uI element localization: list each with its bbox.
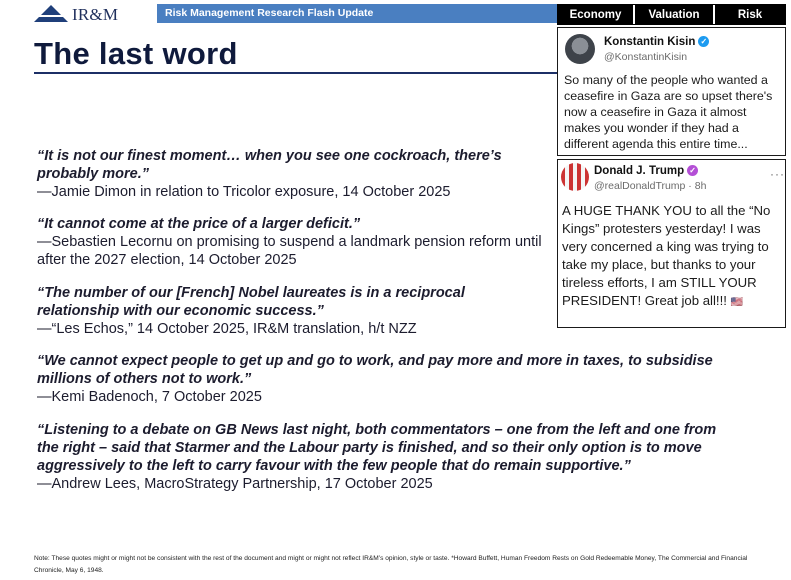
verified-badge-icon: ✓ xyxy=(687,165,698,176)
quote-text: “Listening to a debate on GB News last night, both commentators – one from the left and one from the right – said that Starmer and the Labour party is finished, and so their only option is to move aggressively to the left to carry favour with the few people that do remain supportive.” xyxy=(37,422,717,474)
quote-text: “It is not our finest moment… when you see one cockroach, there’s probably more.” xyxy=(37,148,502,182)
tweet-handle-line: @realDonaldTrump · 8h xyxy=(594,180,707,192)
logo-triangle-icon xyxy=(34,5,68,22)
avatar xyxy=(561,163,589,191)
quote-text: “The number of our [French] Nobel laureates is in a reciprocal relationship with our economic success.” xyxy=(37,285,465,319)
tweet-author xyxy=(604,36,709,48)
tweet-author-name: Donald J. Trump xyxy=(594,165,685,177)
quote-source: —Andrew Lees, MacroStrategy Partnership, 17 October 2025 xyxy=(37,476,433,492)
quote-source: —Kemi Badenoch, 7 October 2025 xyxy=(37,389,262,405)
title-divider xyxy=(34,72,558,74)
quote-block xyxy=(37,147,557,201)
quote-block xyxy=(37,352,717,406)
tab-risk[interactable]: Risk xyxy=(713,5,785,24)
tweet-card xyxy=(557,27,786,156)
tweet-author xyxy=(594,165,698,177)
quote-block xyxy=(37,284,507,338)
tweet-handle: @KonstantinKisin xyxy=(604,51,688,63)
tab-valuation[interactable]: Valuation xyxy=(633,5,713,24)
us-flag-icon: 🇺🇸 xyxy=(730,297,744,308)
tweet-handle: @realDonaldTrump xyxy=(594,180,686,192)
tweet-time: 8h xyxy=(694,180,707,192)
logo-stripe xyxy=(39,15,63,17)
tweet-body-text: A HUGE THANK YOU to all the “No Kings” protesters yesterday! I was very concerned a king was trying to take my place, but thanks to your tireless efforts, I am STILL YOUR PRESIDENT! Great job all!!! xyxy=(562,203,771,308)
quote-source: —“Les Echos,” 14 October 2025, IR&M translation, h/t NZZ xyxy=(37,321,417,337)
tab-economy[interactable]: Economy xyxy=(569,8,622,21)
quote-text: “We cannot expect people to get up and go to work, and pay more and more in taxes, to subsidise millions of others not to work.” xyxy=(37,353,713,387)
tweet-card xyxy=(557,159,786,328)
quote-block xyxy=(37,215,557,269)
page-title: The last word xyxy=(34,36,238,71)
header-title: Risk Management Research Flash Update xyxy=(165,7,374,19)
tweet-author-name: Konstantin Kisin xyxy=(604,36,696,48)
section-tabs xyxy=(557,4,786,25)
verified-badge-icon: ✓ xyxy=(698,36,709,47)
tweet-body: So many of the people who wanted a ceasefire in Gaza are so upset there's now a ceasefire in Gaza it almost makes you wonder if they had a different agenda this entire time... xyxy=(564,73,773,151)
more-options-icon[interactable]: ··· xyxy=(770,167,785,181)
quote-block xyxy=(37,421,717,493)
quote-source: —Jamie Dimon in relation to Tricolor exposure, 14 October 2025 xyxy=(37,184,451,200)
avatar xyxy=(565,34,595,64)
quote-source: —Sebastien Lecornu on promising to suspend a landmark pension reform until after the 2027 election, 14 October 2025 xyxy=(37,234,542,268)
footnote: Note: These quotes might or might not be consistent with the rest of the document and might or might not reflect IR&M’s opinion, style or taste. *Howard Buffett, Human Freedom Rests on Gold Redeemable Money, The Commercial and Financial Chronicle, May 6, 1948. xyxy=(34,555,748,574)
quote-text: “It cannot come at the price of a larger deficit.” xyxy=(37,216,361,232)
tweet-body xyxy=(562,202,784,312)
logo-text: IR&M xyxy=(72,5,119,24)
